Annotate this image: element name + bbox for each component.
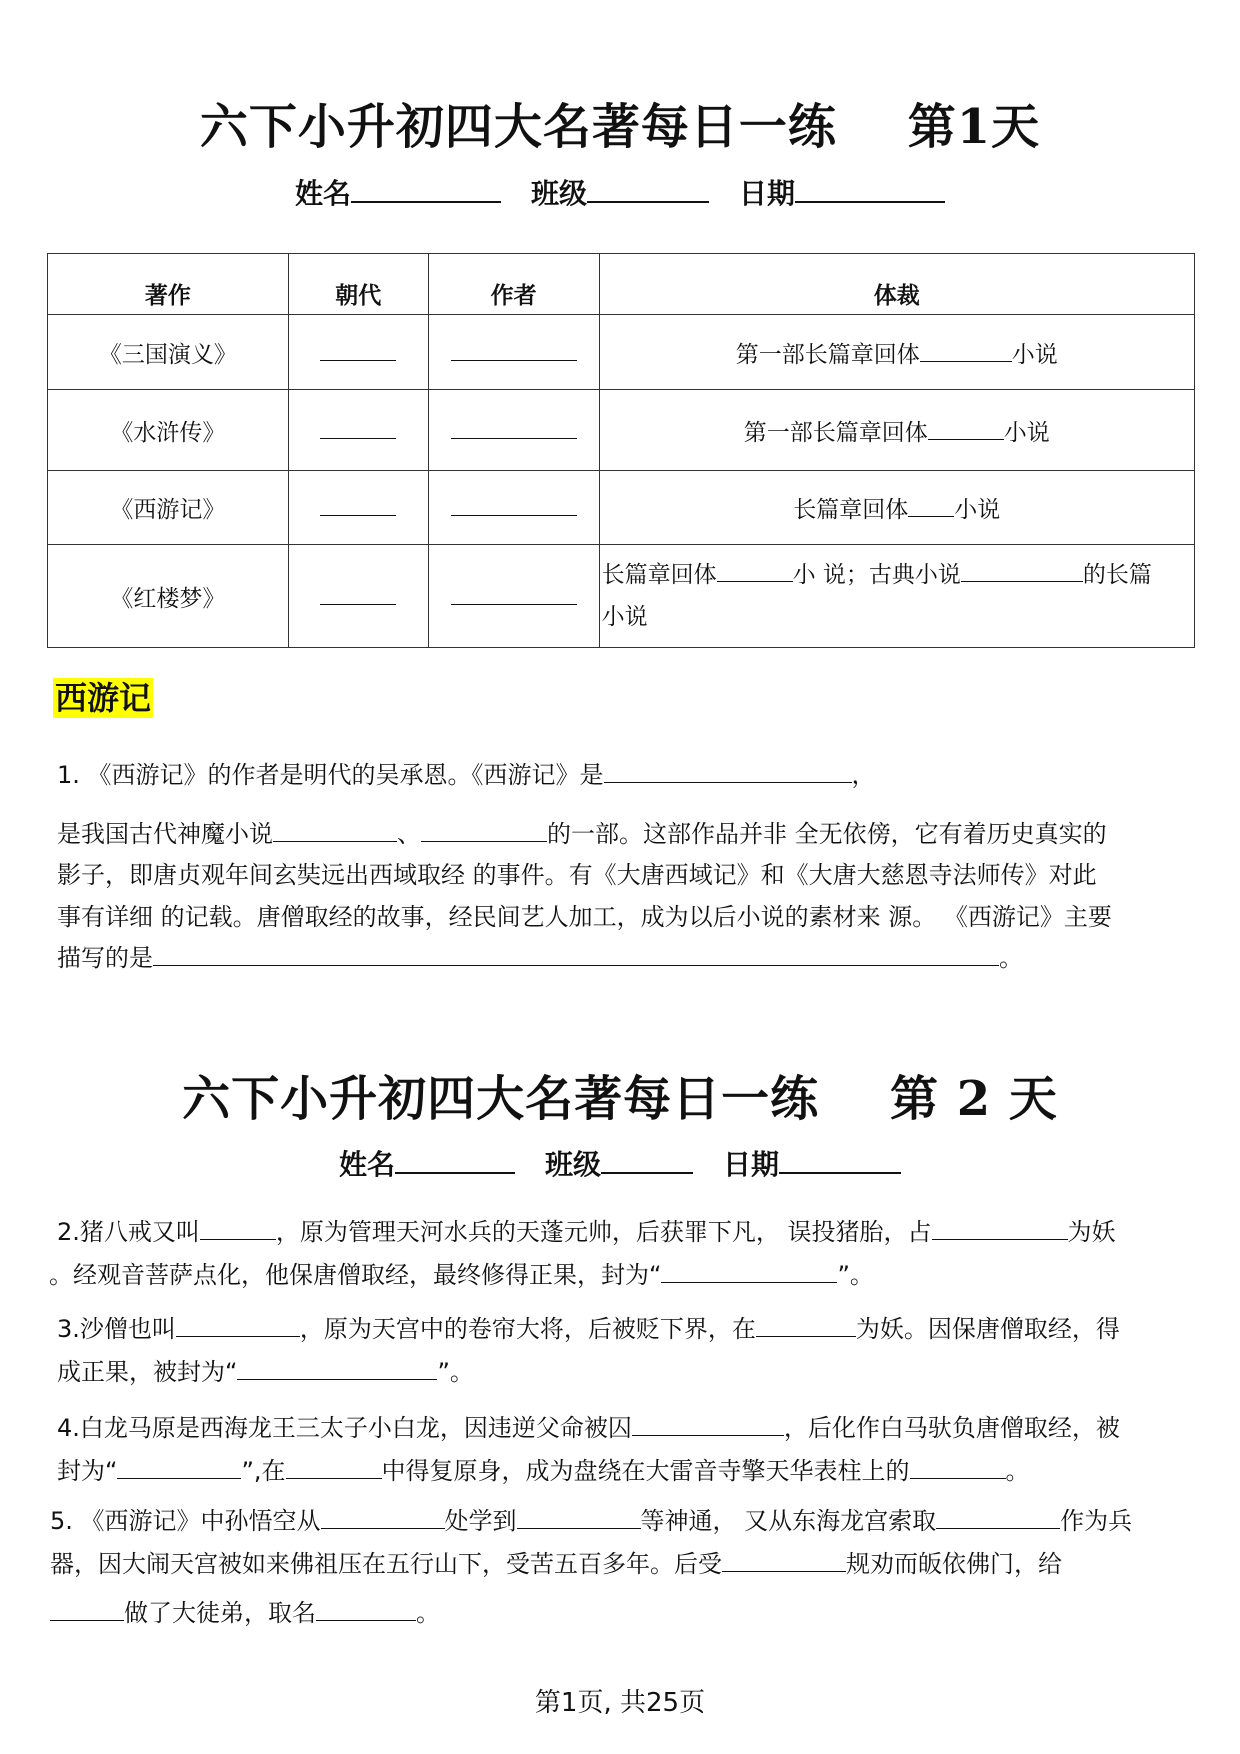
genre-suffix: 小说 bbox=[1011, 341, 1058, 368]
table-row bbox=[48, 471, 1195, 545]
class-blank[interactable] bbox=[601, 1146, 693, 1174]
q5-line-2: 器，因大闹天宫被如来佛祖压在五行山下，受苦五百多年。后受 规劝而皈依佛门，给 bbox=[50, 1550, 1062, 1578]
class-label: 班级 bbox=[544, 1148, 601, 1181]
genre-blank[interactable] bbox=[928, 417, 1004, 440]
q4-blank-3[interactable] bbox=[286, 1456, 382, 1479]
q1-line-1: 1. 《西游记》的作者是明代的吴承恩。《西游记》是 ， bbox=[57, 761, 876, 789]
header-author: 作者 bbox=[428, 254, 599, 315]
author-blank[interactable] bbox=[451, 338, 577, 361]
section-tag-xiyouji: 西游记 bbox=[55, 679, 152, 717]
work-cell: 《红楼梦》 bbox=[48, 545, 289, 648]
q3-line-1: 3.沙僧也叫 ，原为天宫中的卷帘大将，后被贬下界，在 为妖。因保唐僧取经，得 bbox=[57, 1315, 1120, 1343]
genre-blank[interactable] bbox=[908, 494, 954, 517]
name-blank[interactable] bbox=[395, 1146, 515, 1174]
class-label: 班级 bbox=[530, 177, 587, 210]
q2-line-1: 2.猪八戒又叫 ，原为管理天河水兵的天蓬元帅，后获罪下凡， 误投猪胎，占 为妖 bbox=[57, 1218, 1116, 1246]
q3-line-2: 成正果，被封为“ ”。 bbox=[57, 1358, 474, 1386]
q3-blank-2[interactable] bbox=[756, 1314, 856, 1337]
genre-suffix: 小说 bbox=[1003, 419, 1050, 446]
table-header-row bbox=[48, 254, 1195, 315]
q1-line-3: 影子，即唐贞观年间玄奘远出西域取经 的事件。有《大唐西域记》和《大唐大慈恩寺法师传》对此 bbox=[57, 861, 1097, 889]
q4-blank-1[interactable] bbox=[632, 1413, 784, 1436]
q4-line-2: 封为“ ”,在 中得复原身，成为盘绕在大雷音寺擎天华表柱上的 。 bbox=[57, 1457, 1030, 1485]
q5-blank-2[interactable] bbox=[517, 1506, 641, 1529]
genre-text: 长篇章回体 bbox=[601, 562, 717, 588]
work-cell: 《水浒传》 bbox=[48, 390, 289, 471]
q1-blank-3[interactable] bbox=[421, 819, 547, 842]
q1-line-2: 是我国古代神魔小说 、 的一部。这部作品并非 全无依傍，它有着历史真实的 bbox=[57, 820, 1107, 848]
q5-blank-5[interactable] bbox=[50, 1598, 124, 1621]
q1-line-4: 事有详细 的记载。唐僧取经的故事，经民间艺人加工，成为以后小说的素材来 源。 《西游记》主要 bbox=[57, 903, 1112, 931]
genre-blank[interactable] bbox=[717, 559, 793, 582]
q2-blank-3[interactable] bbox=[661, 1260, 837, 1283]
q1-blank-4[interactable] bbox=[153, 943, 999, 966]
dynasty-blank[interactable] bbox=[320, 416, 396, 439]
work-cell: 《西游记》 bbox=[48, 471, 289, 545]
table-row bbox=[48, 545, 1195, 648]
class-blank[interactable] bbox=[587, 175, 709, 203]
q1-blank-2[interactable] bbox=[273, 819, 397, 842]
date-blank[interactable] bbox=[779, 1146, 901, 1174]
author-blank[interactable] bbox=[451, 416, 577, 439]
day2-info-row bbox=[0, 1143, 1240, 1183]
q5-blank-1[interactable] bbox=[321, 1506, 445, 1529]
genre-blank-2[interactable] bbox=[961, 559, 1083, 582]
q5-line-1: 5. 《西游记》中孙悟空从 处学到 等神通， 又从东海龙宫索取 作为兵 bbox=[50, 1507, 1133, 1535]
genre-suffix: 小说 bbox=[601, 604, 648, 630]
date-label: 日期 bbox=[739, 177, 796, 210]
date-blank[interactable] bbox=[795, 175, 945, 203]
genre-suffix: 小说 bbox=[954, 497, 1001, 523]
header-work: 著作 bbox=[48, 254, 289, 315]
q3-blank-1[interactable] bbox=[176, 1314, 300, 1337]
name-label: 姓名 bbox=[338, 1148, 395, 1181]
author-blank[interactable] bbox=[451, 582, 577, 605]
genre-text-3: 的长篇 bbox=[1082, 562, 1152, 588]
q1-line-5: 描写的是 。 bbox=[57, 944, 1023, 972]
genre-text: 长篇章回体 bbox=[793, 497, 909, 523]
table-row bbox=[48, 315, 1195, 390]
table-row bbox=[48, 390, 1195, 471]
q5-blank-4[interactable] bbox=[722, 1549, 846, 1572]
work-cell: 《三国演义》 bbox=[48, 315, 289, 390]
works-table bbox=[47, 253, 1195, 648]
day1-title: 六下小升初四大名著每日一练 第1天 bbox=[199, 99, 1041, 155]
dynasty-blank[interactable] bbox=[320, 582, 396, 605]
q5-line-3: 做了大徒弟，取名 。 bbox=[50, 1592, 440, 1634]
q2-line-2: 。经观音菩萨点化，他保唐僧取经，最终修得正果，封为“ ”。 bbox=[49, 1261, 874, 1289]
genre-blank[interactable] bbox=[920, 339, 1012, 362]
day1-info-row bbox=[0, 172, 1240, 212]
q1-blank-1[interactable] bbox=[604, 760, 852, 783]
name-blank[interactable] bbox=[351, 175, 501, 203]
header-genre: 体裁 bbox=[599, 254, 1194, 315]
q4-blank-4[interactable] bbox=[910, 1456, 1006, 1479]
q5-blank-3[interactable] bbox=[936, 1506, 1060, 1529]
q5-blank-6[interactable] bbox=[316, 1598, 416, 1621]
genre-text-2: 小 说；古典小说 bbox=[792, 562, 961, 588]
q4-blank-2[interactable] bbox=[117, 1456, 241, 1479]
day2-title: 六下小升初四大名著每日一练 第 2 天 bbox=[182, 1071, 1058, 1127]
dynasty-blank[interactable] bbox=[320, 493, 396, 516]
name-label: 姓名 bbox=[294, 177, 351, 210]
header-dynasty: 朝代 bbox=[288, 254, 428, 315]
author-blank[interactable] bbox=[451, 493, 577, 516]
page-footer: 第1页, 共25页 bbox=[534, 1688, 706, 1718]
date-label: 日期 bbox=[723, 1148, 780, 1181]
q4-line-1: 4.白龙马原是西海龙王三太子小白龙，因违逆父命被囚 ，后化作白马驮负唐僧取经，被 bbox=[57, 1414, 1120, 1442]
dynasty-blank[interactable] bbox=[320, 338, 396, 361]
q2-blank-1[interactable] bbox=[200, 1217, 276, 1240]
genre-text: 第一部长篇章回体 bbox=[743, 419, 928, 446]
q2-blank-2[interactable] bbox=[932, 1217, 1068, 1240]
genre-text: 第一部长篇章回体 bbox=[735, 341, 920, 368]
q3-blank-3[interactable] bbox=[237, 1357, 437, 1380]
